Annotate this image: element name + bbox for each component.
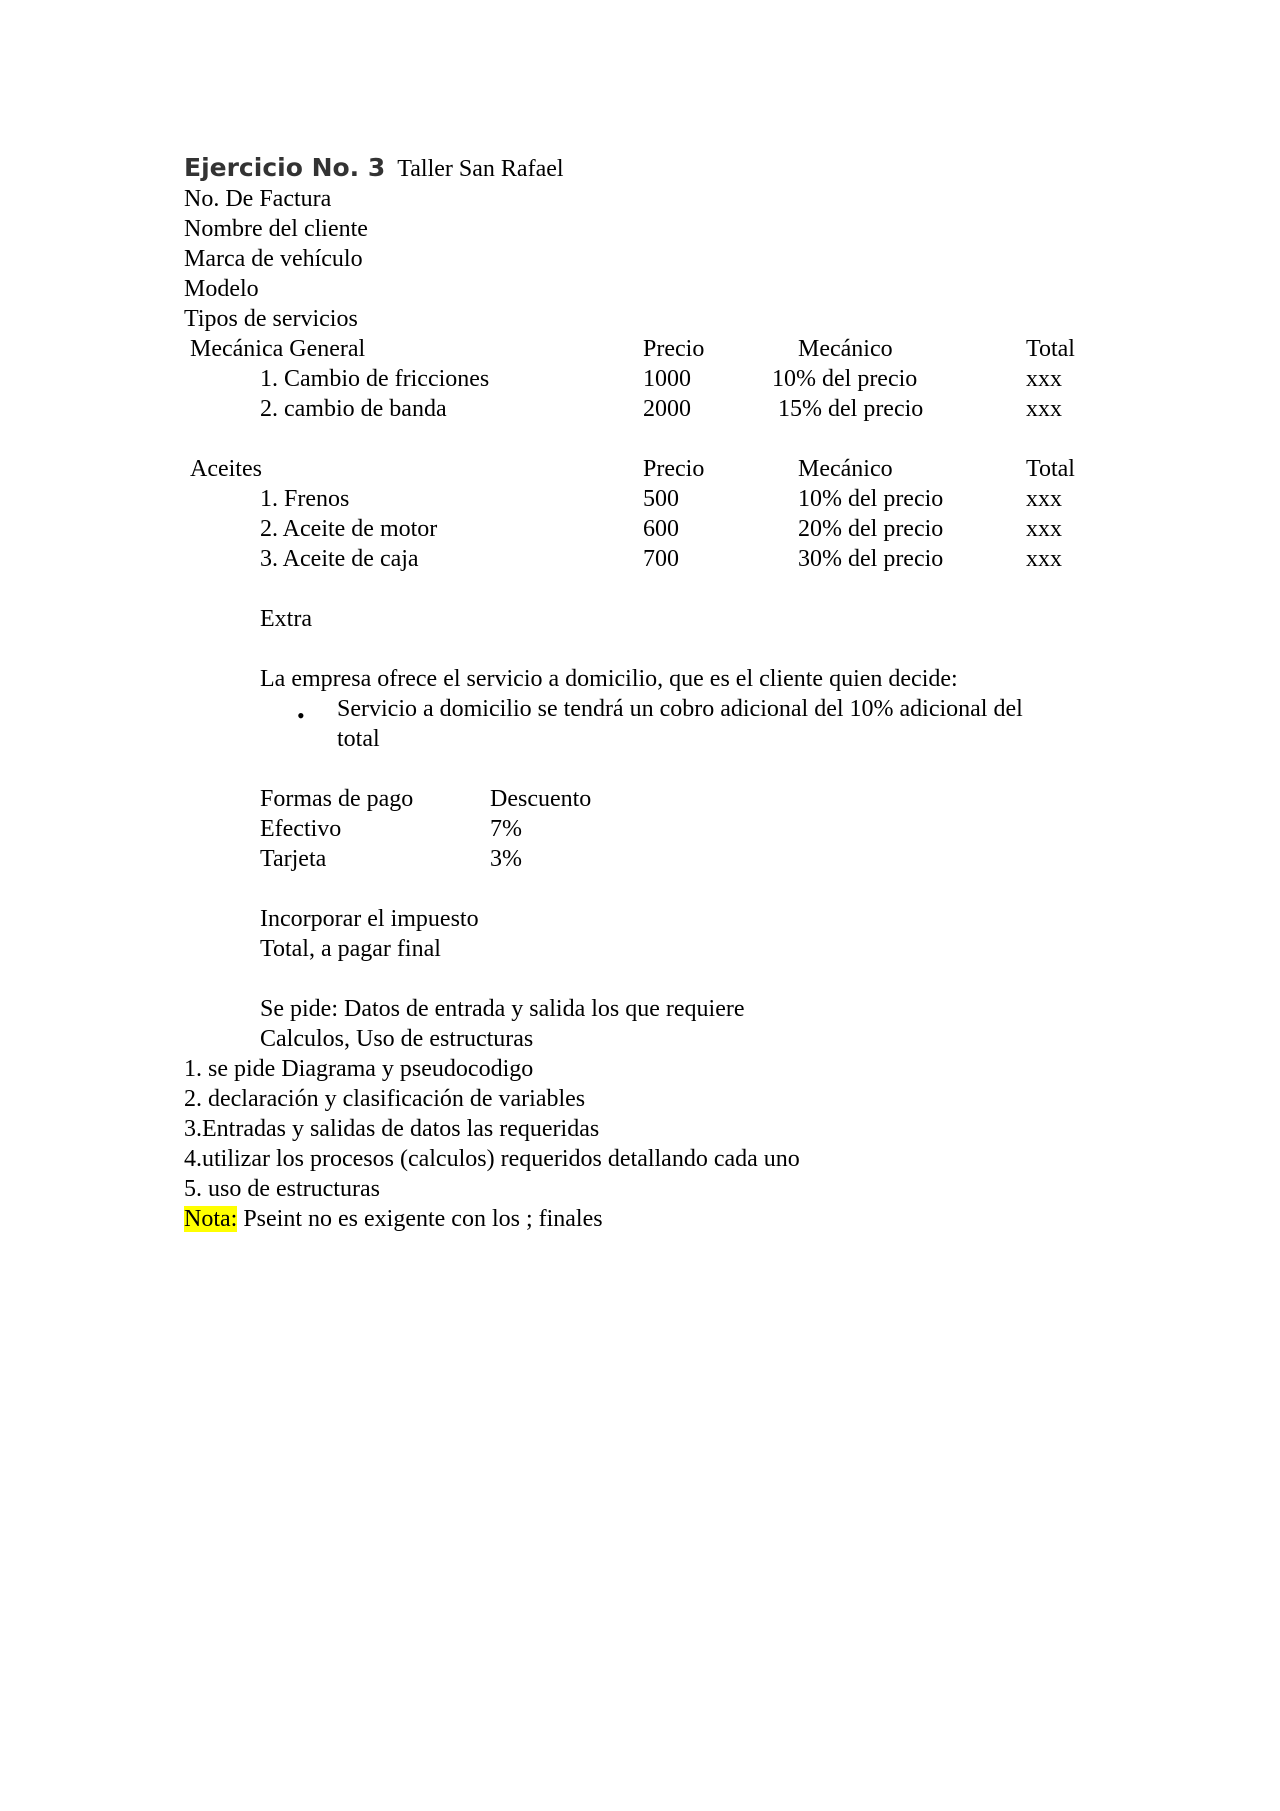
payment-discount: 3%	[490, 846, 522, 872]
column-header-forma-pago: Formas de pago	[260, 786, 414, 812]
service-total: xxx	[1026, 396, 1062, 422]
requirements-intro-line2: Calculos, Uso de estructuras	[260, 1026, 534, 1052]
column-header-total: Total	[1026, 336, 1075, 362]
tax-instruction: Incorporar el impuesto	[260, 906, 479, 932]
workshop-name: Taller San Rafael	[397, 156, 564, 182]
service-mechanic-fee: 10% del precio	[772, 366, 918, 392]
field-service-types: Tipos de servicios	[184, 306, 358, 332]
field-vehicle-brand: Marca de vehículo	[184, 246, 363, 272]
bullet-text-line2: total	[337, 726, 380, 752]
payment-method: Efectivo	[260, 816, 342, 842]
payment-method: Tarjeta	[260, 846, 327, 872]
note-text: Pseint no es exigente con los ; finales	[237, 1206, 603, 1232]
service-price: 2000	[643, 396, 691, 422]
final-total-instruction: Total, a pagar final	[260, 936, 441, 962]
requirements-intro: Se pide: Datos de entrada y salida los que requiere	[260, 996, 745, 1022]
bullet-icon: •	[297, 703, 305, 728]
field-model: Modelo	[184, 276, 259, 302]
service-name: 1. Cambio de fricciones	[260, 366, 490, 392]
service-price: 500	[643, 486, 679, 512]
field-client-name: Nombre del cliente	[184, 216, 368, 242]
service-price: 700	[643, 546, 679, 572]
note-label: Nota:	[184, 1206, 238, 1232]
document-title	[184, 153, 564, 184]
column-header-total: Total	[1026, 456, 1075, 482]
service-name: 2. cambio de banda	[260, 396, 447, 422]
service-total: xxx	[1026, 516, 1062, 542]
field-invoice-number: No. De Factura	[184, 186, 332, 212]
service-total: xxx	[1026, 366, 1062, 392]
exercise-title: Ejercicio No. 3	[184, 153, 386, 182]
service-mechanic-fee: 20% del precio	[798, 516, 944, 542]
service-price: 1000	[643, 366, 691, 392]
requirement-item: 1. se pide Diagrama y pseudocodigo	[184, 1056, 534, 1082]
requirement-item: 5. uso de estructuras	[184, 1176, 380, 1202]
bullet-text-line1: Servicio a domicilio se tendrá un cobro adicional del 10% adicional del	[337, 696, 1023, 722]
service-mechanic-fee: 30% del precio	[798, 546, 944, 572]
section-mecanica-general: Mecánica General	[190, 336, 366, 362]
column-header-precio: Precio	[643, 456, 705, 482]
service-name: 1. Frenos	[260, 486, 350, 512]
service-total: xxx	[1026, 486, 1062, 512]
extra-intro: La empresa ofrece el servicio a domicilio, que es el cliente quien decide:	[260, 666, 958, 692]
column-header-precio: Precio	[643, 336, 705, 362]
service-total: xxx	[1026, 546, 1062, 572]
note-line	[184, 1204, 603, 1234]
column-header-mecanico: Mecánico	[798, 336, 893, 362]
column-header-descuento: Descuento	[490, 786, 592, 812]
service-name: 3. Aceite de caja	[260, 546, 419, 572]
service-name: 2. Aceite de motor	[260, 516, 438, 542]
requirement-item: 4.utilizar los procesos (calculos) requeridos detallando cada uno	[184, 1146, 800, 1172]
requirement-item: 2. declaración y clasificación de variables	[184, 1086, 586, 1112]
column-header-mecanico: Mecánico	[798, 456, 893, 482]
section-aceites: Aceites	[190, 456, 262, 482]
service-price: 600	[643, 516, 679, 542]
payment-discount: 7%	[490, 816, 522, 842]
extra-heading: Extra	[260, 606, 312, 632]
service-mechanic-fee: 15% del precio	[778, 396, 924, 422]
service-mechanic-fee: 10% del precio	[798, 486, 944, 512]
requirement-item: 3.Entradas y salidas de datos las requeridas	[184, 1116, 600, 1142]
